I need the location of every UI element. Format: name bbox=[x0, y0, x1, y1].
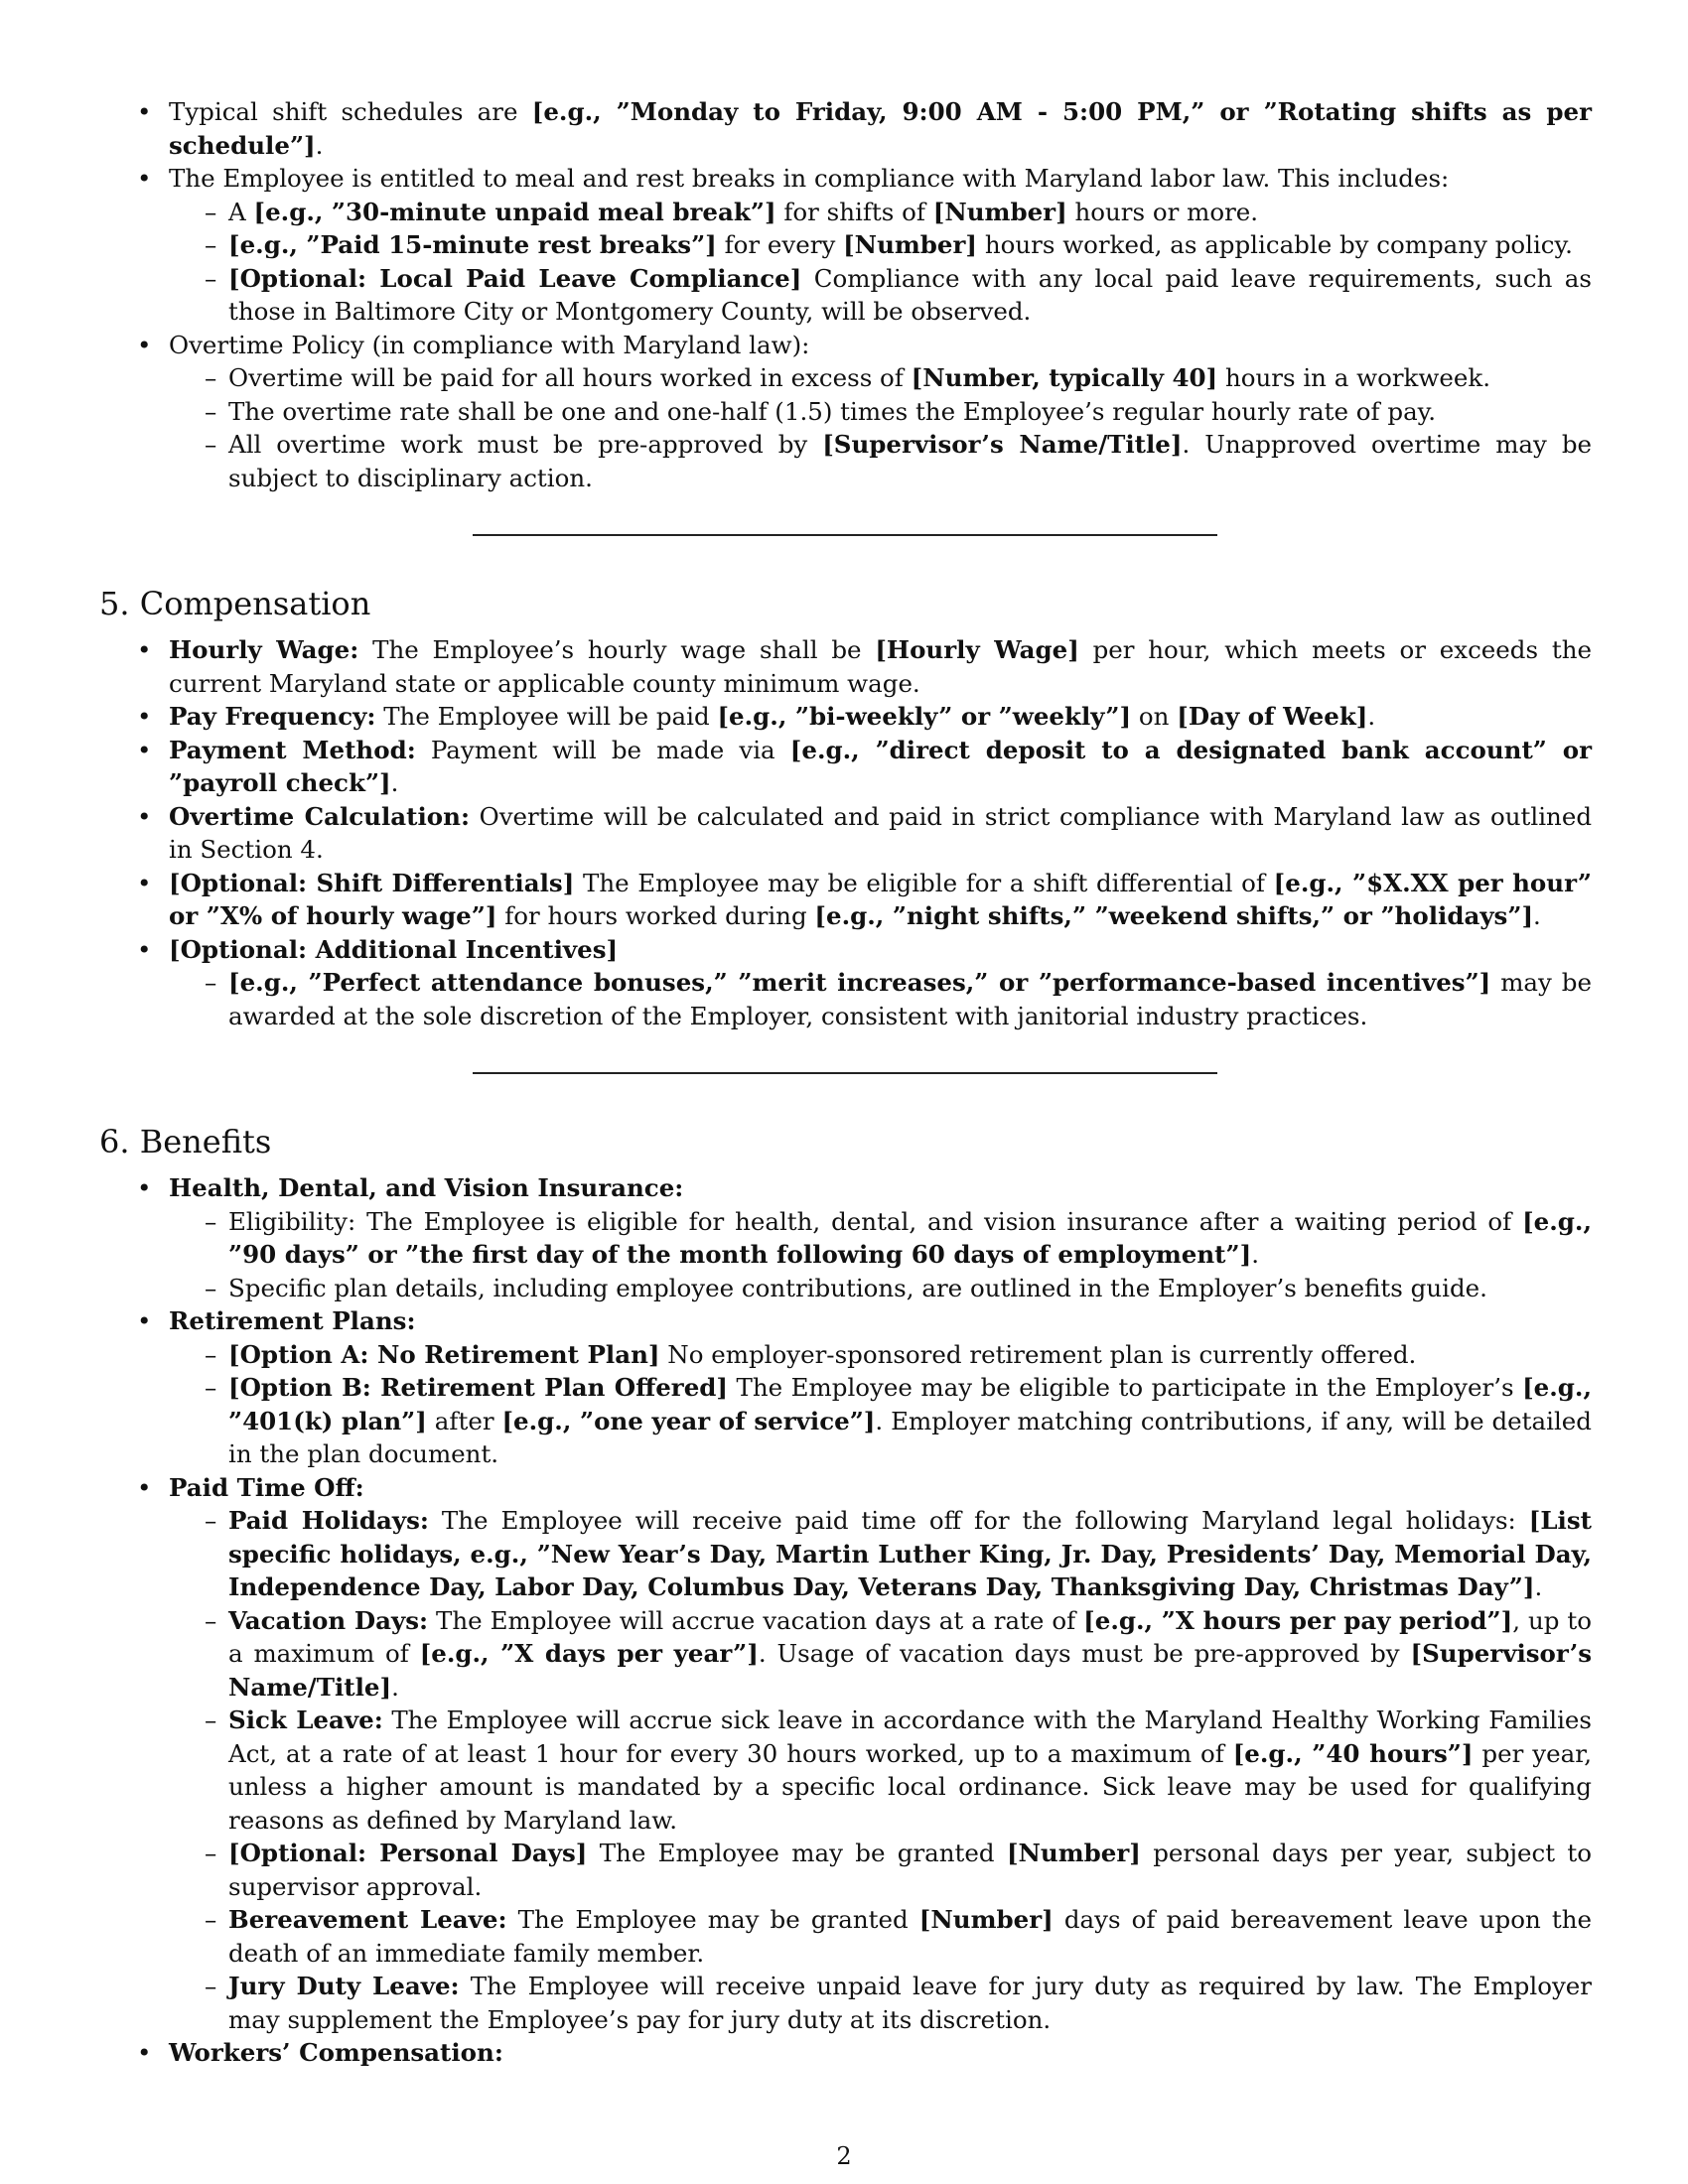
sub-item-incentives: – [e.g., ”Perfect attendance bonuses,” ”merit increases,” or ”performance-based incentives”] may be awarded at the sole discretion of the Employer, consistent with janitorial industry practices. bbox=[169, 966, 1592, 1032]
sub-item-plan-details: – Specific plan details, including employee contributions, are outlined in the Employer’s benefits guide. bbox=[169, 1272, 1592, 1305]
list-item-paid-time-off: • Paid Time Off: – Paid Holidays: The Employee will receive paid time off for the following Maryland legal holidays: [List specific holidays, e.g., ”New Year’s Day, Martin Luther King, Jr. Day, Presidents’ Day, Memorial Day, Independence Day, Labor Day, Columbus Day, Veterans Day, Thanksgiving Day, Christmas Day”]. – Vacation Days: The Employee will accrue vacation days at a rate of [e.g., ”X hours per pay period”], up to a maximum of [e.g., ”X days per year”]. Usage of vacation days must be pre-approved by [Supervisor’s Name/Title]. – Sick Leave: The Employee will accrue sick leave in accordance with the Maryland Healthy Working Families Act, at a rate of at least 1 hour for every 30 hours worked, up to a maximum of [e.g., ”40 hours”] per year, unless a higher amount is mandated by a specific local ordinance. Sick leave may be used for qualifying reasons as defined by Maryland law. – [Optional: Personal Days] The Employee may be granted [Number] personal days per year, subject to supervisor approval. – Bereavement Leave: The Employee may be granted [Number] days of paid bereavement leave upon the death of an immediate family member. – Jury Duty Leave: The Employee will receive unpaid leave for jury duty as required by law. The Employer may supplement the Employee’s pay for jury duty at its discretion. bbox=[99, 1471, 1592, 2037]
document-page bbox=[99, 95, 1592, 2070]
sub-item-paid-holidays: – Paid Holidays: The Employee will receive paid time off for the following Maryland legal holidays: [List specific holidays, e.g., ”New Year’s Day, Martin Luther King, Jr. Day, Presidents’ Day, Memorial Day, Independence Day, Labor Day, Columbus Day, Veterans Day, Thanksgiving Day, Christmas Day”]. bbox=[169, 1504, 1592, 1604]
benefits-list bbox=[99, 1171, 1592, 2070]
pto-sublist bbox=[99, 1504, 1592, 2036]
list-item-additional-incentives: • [Optional: Additional Incentives] – [e.g., ”Perfect attendance bonuses,” ”merit increases,” or ”performance-based incentives”] may be awarded at the sole discretion of the Employer, consistent with janitorial industry practices. bbox=[99, 933, 1592, 1033]
incentives-sublist bbox=[99, 966, 1592, 1032]
section-heading-benefits: 6. Benefits bbox=[99, 1123, 272, 1160]
sub-item-eligibility: – Eligibility: The Employee is eligible for health, dental, and vision insurance after a waiting period of [e.g., ”90 days” or ”the first day of the month following 60 days of employment”]. bbox=[169, 1205, 1592, 1272]
sub-item-personal-days: – [Optional: Personal Days] The Employee may be granted [Number] personal days per year, subject to supervisor approval. bbox=[169, 1837, 1592, 1903]
sub-item-vacation-days: – Vacation Days: The Employee will accrue vacation days at a rate of [e.g., ”X hours per pay period”], up to a maximum of [e.g., ”X days per year”]. Usage of vacation days must be pre-approved by [Supervisor’s Name/Title]. bbox=[169, 1604, 1592, 1705]
list-item-pay-frequency: • Pay Frequency: The Employee will be paid [e.g., ”bi-weekly” or ”weekly”] on [Day of Week]. bbox=[99, 700, 1592, 734]
sub-item-bereavement-leave: – Bereavement Leave: The Employee may be granted [Number] days of paid bereavement leave upon the death of an immediate family member. bbox=[169, 1903, 1592, 1970]
list-item-overtime-policy: • Overtime Policy (in compliance with Maryland law): – Overtime will be paid for all hours worked in excess of [Number, typically 40] hours in a workweek. – The overtime rate shall be one and one-half (1.5) times the Employee’s regular hourly rate of pay. – All overtime work must be pre-approved by [Supervisor’s Name/Title]. Unapproved overtime may be subject to disciplinary action. bbox=[99, 329, 1592, 495]
sub-item-overtime-approval: – All overtime work must be pre-approved by [Supervisor’s Name/Title]. Unapproved overtime may be subject to disciplinary action. bbox=[169, 428, 1592, 494]
list-item-shift-schedules: • Typical shift schedules are [e.g., ”Monday to Friday, 9:00 AM - 5:00 PM,” or ”Rotating shifts as per schedule”]. bbox=[99, 95, 1592, 162]
sub-item-option-a: – [Option A: No Retirement Plan] No employer-sponsored retirement plan is currently offered. bbox=[169, 1338, 1592, 1372]
list-item-health-insurance: • Health, Dental, and Vision Insurance: – Eligibility: The Employee is eligible for health, dental, and vision insurance after a waiting period of [e.g., ”90 days” or ”the first day of the month following 60 days of employment”]. – Specific plan details, including employee contributions, are outlined in the Employer’s benefits guide. bbox=[99, 1171, 1592, 1304]
sub-item-sick-leave: – Sick Leave: The Employee will accrue sick leave in accordance with the Maryland Healthy Working Families Act, at a rate of at least 1 hour for every 30 hours worked, up to a maximum of [e.g., ”40 hours”] per year, unless a higher amount is mandated by a specific local ordinance. Sick leave may be used for qualifying reasons as defined by Maryland law. bbox=[169, 1704, 1592, 1837]
sub-item-rest-breaks: – [e.g., ”Paid 15-minute rest breaks”] for every [Number] hours worked, as applicable by company policy. bbox=[169, 228, 1592, 262]
breaks-sublist bbox=[99, 196, 1592, 329]
list-item-workers-compensation: • Workers’ Compensation: bbox=[99, 2036, 1592, 2070]
overtime-sublist bbox=[99, 361, 1592, 494]
list-item-breaks: • The Employee is entitled to meal and rest breaks in compliance with Maryland labor law. This includes: – A [e.g., ”30-minute unpaid meal break”] for shifts of [Number] hours or more. – [e.g., ”Paid 15-minute rest breaks”] for every [Number] hours worked, as applicable by company policy. – [Optional: Local Paid Leave Compliance] Compliance with any local paid leave requirements, such as those in Baltimore City or Montgomery County, will be observed. bbox=[99, 162, 1592, 329]
sub-item-jury-duty-leave: – Jury Duty Leave: The Employee will receive unpaid leave for jury duty as required by law. The Employer may supplement the Employee’s pay for jury duty at its discretion. bbox=[169, 1970, 1592, 2036]
list-item-overtime-calculation: • Overtime Calculation: Overtime will be calculated and paid in strict compliance with Maryland law as outlined in Section 4. bbox=[99, 800, 1592, 867]
retirement-sublist bbox=[99, 1338, 1592, 1471]
compensation-list bbox=[99, 633, 1592, 1032]
section4-list bbox=[99, 95, 1592, 494]
list-item-retirement-plans: • Retirement Plans: – [Option A: No Retirement Plan] No employer-sponsored retirement plan is currently offered. – [Option B: Retirement Plan Offered] The Employee may be eligible to participate in the Employer’s [e.g., ”401(k) plan”] after [e.g., ”one year of service”]. Employer matching contributions, if any, will be detailed in the plan document. bbox=[99, 1304, 1592, 1471]
sub-item-option-b: – [Option B: Retirement Plan Offered] The Employee may be eligible to participate in the Employer’s [e.g., ”401(k) plan”] after [e.g., ”one year of service”]. Employer matching contributions, if any, will be detailed in the plan document. bbox=[169, 1371, 1592, 1471]
list-item-hourly-wage: • Hourly Wage: The Employee’s hourly wage shall be [Hourly Wage] per hour, which meets or exceeds the current Maryland state or applicable county minimum wage. bbox=[99, 633, 1592, 700]
sub-item-meal-break: – A [e.g., ”30-minute unpaid meal break”] for shifts of [Number] hours or more. bbox=[169, 196, 1592, 229]
sub-item-overtime-rate: – The overtime rate shall be one and one-half (1.5) times the Employee’s regular hourly rate of pay. bbox=[169, 395, 1592, 429]
sub-item-local-paid-leave: – [Optional: Local Paid Leave Compliance] Compliance with any local paid leave requirements, such as those in Baltimore City or Montgomery County, will be observed. bbox=[169, 262, 1592, 329]
page-number: 2 bbox=[836, 2142, 852, 2170]
section-divider bbox=[473, 1072, 1217, 1074]
sub-item-overtime-threshold: – Overtime will be paid for all hours worked in excess of [Number, typically 40] hours in a workweek. bbox=[169, 361, 1592, 395]
list-item-payment-method: • Payment Method: Payment will be made via [e.g., ”direct deposit to a designated bank account” or ”payroll check”]. bbox=[99, 734, 1592, 800]
health-sublist bbox=[99, 1205, 1592, 1305]
section-heading-compensation: 5. Compensation bbox=[99, 585, 371, 622]
list-item-shift-differentials: • [Optional: Shift Differentials] The Employee may be eligible for a shift differential of [e.g., ”$X.XX per hour” or ”X% of hourly wage”] for hours worked during [e.g., ”night shifts,” ”weekend shifts,” or ”holidays”]. bbox=[99, 867, 1592, 933]
section-divider bbox=[473, 534, 1217, 536]
